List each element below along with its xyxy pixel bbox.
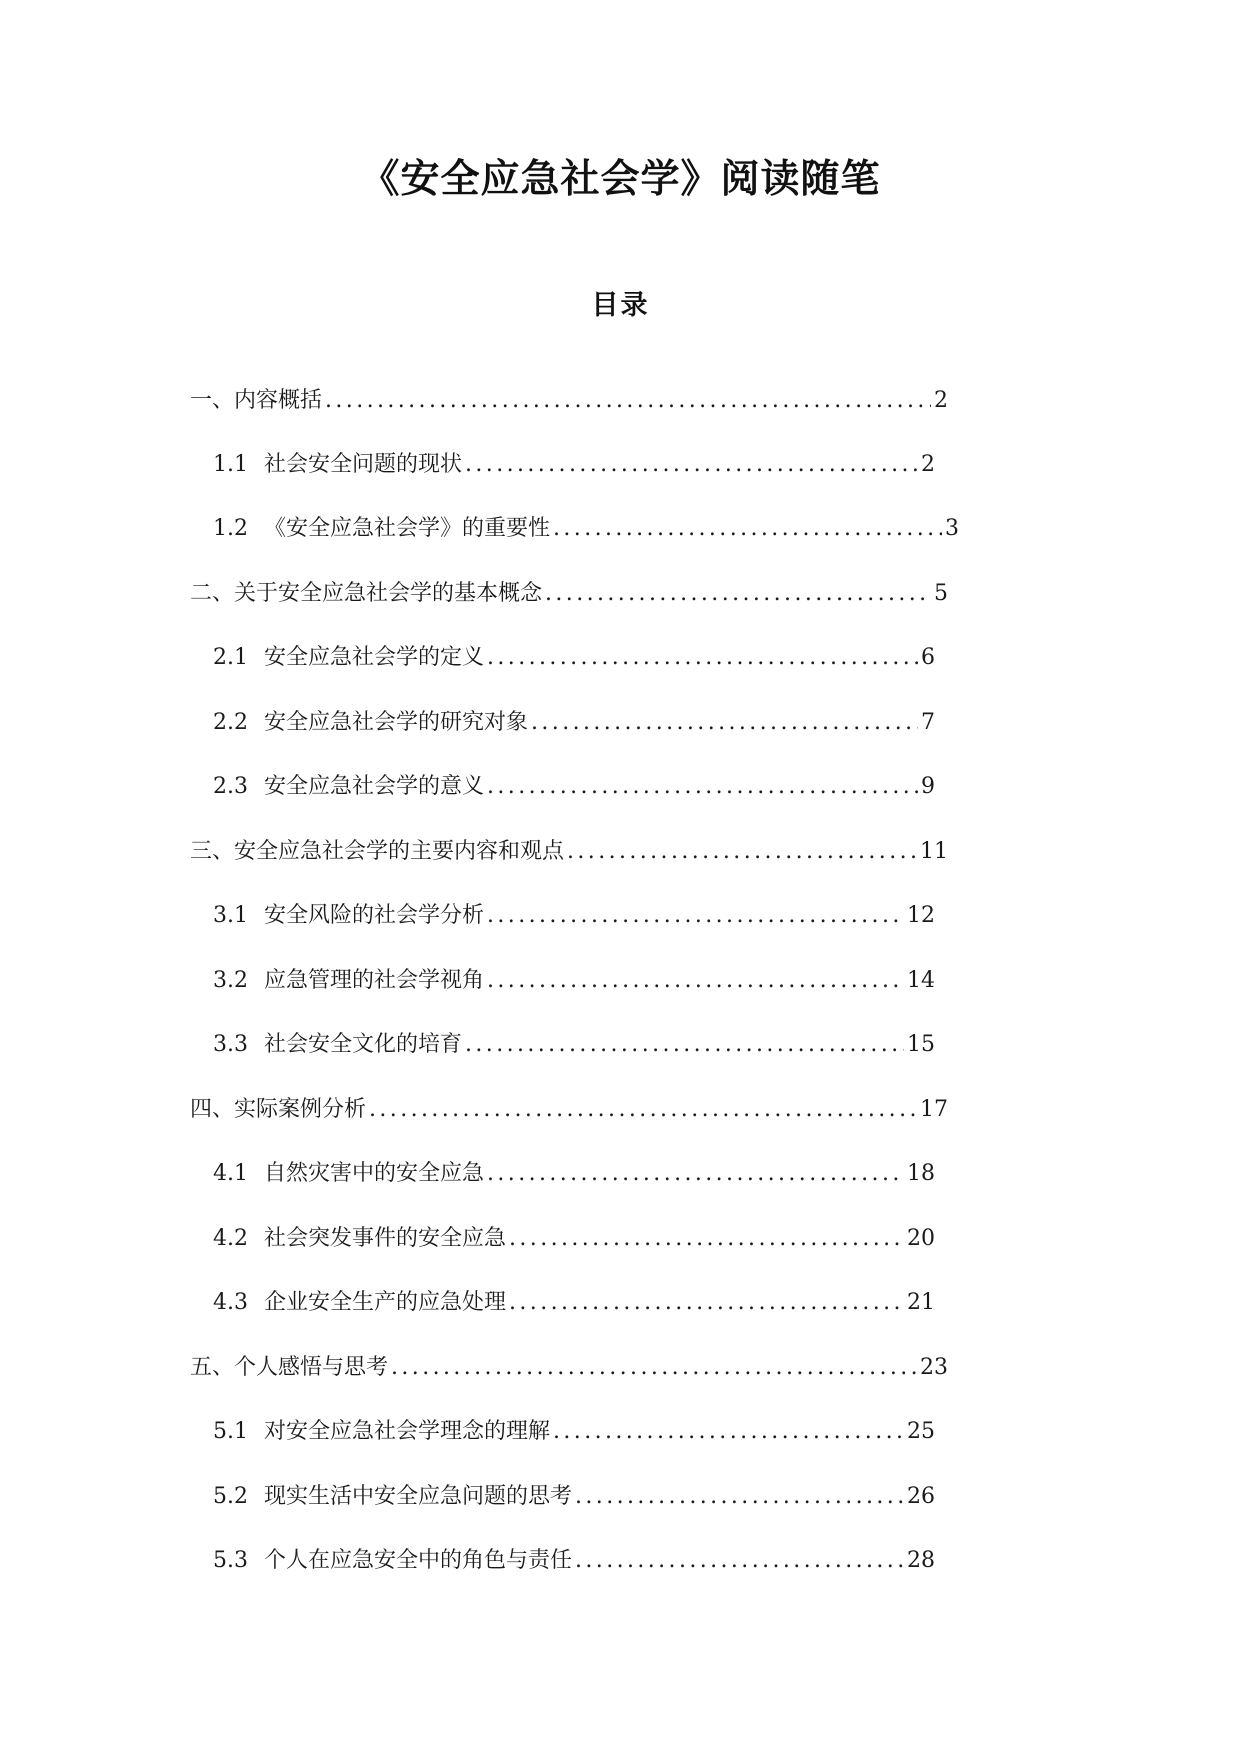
toc-entry-page: 26 bbox=[907, 1484, 935, 1509]
toc-entry-label: 自然灾害中的安全应急 bbox=[264, 1161, 485, 1186]
toc-entry-label: 安全应急社会学的定义 bbox=[264, 645, 485, 670]
toc-leader-dots bbox=[325, 384, 931, 418]
toc-entry-section-2-1[interactable] bbox=[213, 641, 935, 675]
toc-entry-section-2-3[interactable] bbox=[213, 770, 935, 804]
toc-leader-dots bbox=[465, 448, 918, 482]
toc-entry-number: 2.3 bbox=[213, 774, 248, 799]
toc-entry-label: 二、关于安全应急社会学的基本概念 bbox=[190, 581, 543, 606]
toc-entry-chapter-4[interactable] bbox=[190, 1093, 948, 1127]
toc-entry-page: 11 bbox=[920, 839, 948, 864]
toc-leader-dots bbox=[553, 1415, 904, 1449]
toc-entry-page: 9 bbox=[921, 774, 935, 799]
toc-entry-label: 社会突发事件的安全应急 bbox=[264, 1226, 507, 1251]
toc-entry-number: 4.3 bbox=[213, 1290, 248, 1315]
toc-leader-dots bbox=[509, 1222, 904, 1256]
toc-entry-label: 企业安全生产的应急处理 bbox=[264, 1290, 507, 1315]
toc-entry-label: 对安全应急社会学理念的理解 bbox=[264, 1419, 551, 1444]
toc-entry-section-5-2[interactable] bbox=[213, 1480, 935, 1514]
toc-entry-page: 20 bbox=[907, 1226, 935, 1251]
document-title: 《安全应急社会学》阅读随笔 bbox=[360, 157, 881, 202]
toc-entry-chapter-3[interactable] bbox=[190, 835, 948, 869]
toc-entry-number: 2.1 bbox=[213, 645, 248, 670]
toc-entry-section-4-1[interactable] bbox=[213, 1157, 935, 1191]
toc-entry-page: 14 bbox=[907, 968, 935, 993]
toc-leader-dots bbox=[553, 512, 942, 546]
toc-entry-section-1-1[interactable] bbox=[213, 448, 935, 482]
toc-entry-label: 《安全应急社会学》的重要性 bbox=[264, 516, 551, 541]
toc-leader-dots bbox=[531, 706, 918, 740]
toc-entry-label: 社会安全文化的培育 bbox=[264, 1032, 463, 1057]
toc-entry-page: 18 bbox=[907, 1161, 935, 1186]
toc-leader-dots bbox=[487, 641, 918, 675]
toc-entry-number: 5.2 bbox=[213, 1484, 248, 1509]
toc-entry-number: 1.2 bbox=[213, 516, 248, 541]
toc-leader-dots bbox=[575, 1544, 904, 1578]
toc-leader-dots bbox=[487, 1157, 904, 1191]
toc-entry-number: 1.1 bbox=[213, 452, 248, 477]
toc-entry-section-4-2[interactable] bbox=[213, 1222, 935, 1256]
toc-entry-section-3-3[interactable] bbox=[213, 1028, 935, 1062]
toc-entry-number: 4.2 bbox=[213, 1226, 248, 1251]
toc-entry-label: 应急管理的社会学视角 bbox=[264, 968, 485, 993]
toc-entry-page: 21 bbox=[907, 1290, 935, 1315]
toc-entry-label: 现实生活中安全应急问题的思考 bbox=[264, 1484, 573, 1509]
toc-entry-page: 17 bbox=[920, 1097, 948, 1122]
toc-entry-page: 12 bbox=[907, 903, 935, 928]
toc-heading: 目录 bbox=[591, 290, 650, 321]
toc-entry-label: 一、内容概括 bbox=[190, 388, 323, 413]
toc-entry-page: 2 bbox=[934, 388, 948, 413]
toc-entry-label: 四、实际案例分析 bbox=[190, 1097, 367, 1122]
toc-entry-section-4-3[interactable] bbox=[213, 1286, 935, 1320]
toc-leader-dots bbox=[487, 964, 904, 998]
toc-entry-page: 28 bbox=[907, 1548, 935, 1573]
toc-entry-section-5-3[interactable] bbox=[213, 1544, 935, 1578]
toc-leader-dots bbox=[487, 899, 904, 933]
toc-entry-section-3-2[interactable] bbox=[213, 964, 935, 998]
toc-entry-label: 安全风险的社会学分析 bbox=[264, 903, 485, 928]
toc-entry-number: 5.3 bbox=[213, 1548, 248, 1573]
toc-entry-page: 2 bbox=[921, 452, 935, 477]
toc-entry-chapter-1[interactable] bbox=[190, 384, 948, 418]
toc-entry-label: 五、个人感悟与思考 bbox=[190, 1355, 389, 1380]
toc-leader-dots bbox=[509, 1286, 904, 1320]
toc-entry-number: 3.3 bbox=[213, 1032, 248, 1057]
toc-leader-dots bbox=[545, 577, 931, 611]
toc-entry-page: 6 bbox=[921, 645, 935, 670]
toc-entry-section-1-2[interactable] bbox=[213, 512, 959, 546]
toc-entry-label: 三、安全应急社会学的主要内容和观点 bbox=[190, 839, 565, 864]
toc-entry-number: 5.1 bbox=[213, 1419, 248, 1444]
toc-leader-dots bbox=[567, 835, 917, 869]
toc-entry-section-3-1[interactable] bbox=[213, 899, 935, 933]
toc-entry-number: 3.1 bbox=[213, 903, 248, 928]
toc-entry-chapter-5[interactable] bbox=[190, 1351, 948, 1385]
toc-entry-page: 3 bbox=[945, 516, 959, 541]
toc-entry-page: 7 bbox=[921, 710, 935, 735]
toc-entry-chapter-2[interactable] bbox=[190, 577, 948, 611]
toc-entry-number: 4.1 bbox=[213, 1161, 248, 1186]
toc-entry-page: 5 bbox=[934, 581, 948, 606]
toc-entry-label: 社会安全问题的现状 bbox=[264, 452, 463, 477]
toc-entry-page: 25 bbox=[907, 1419, 935, 1444]
toc-leader-dots bbox=[575, 1480, 904, 1514]
toc-entry-number: 3.2 bbox=[213, 968, 248, 993]
toc-leader-dots bbox=[391, 1351, 917, 1385]
toc-entry-page: 15 bbox=[907, 1032, 935, 1057]
toc-entry-label: 安全应急社会学的意义 bbox=[264, 774, 485, 799]
toc-leader-dots bbox=[465, 1028, 904, 1062]
toc-entry-page: 23 bbox=[920, 1355, 948, 1380]
toc-leader-dots bbox=[487, 770, 918, 804]
toc-entry-label: 安全应急社会学的研究对象 bbox=[264, 710, 529, 735]
toc-entry-label: 个人在应急安全中的角色与责任 bbox=[264, 1548, 573, 1573]
toc-entry-section-5-1[interactable] bbox=[213, 1415, 935, 1449]
toc-leader-dots bbox=[369, 1093, 917, 1127]
toc-entry-section-2-2[interactable] bbox=[213, 706, 935, 740]
toc-entry-number: 2.2 bbox=[213, 710, 248, 735]
